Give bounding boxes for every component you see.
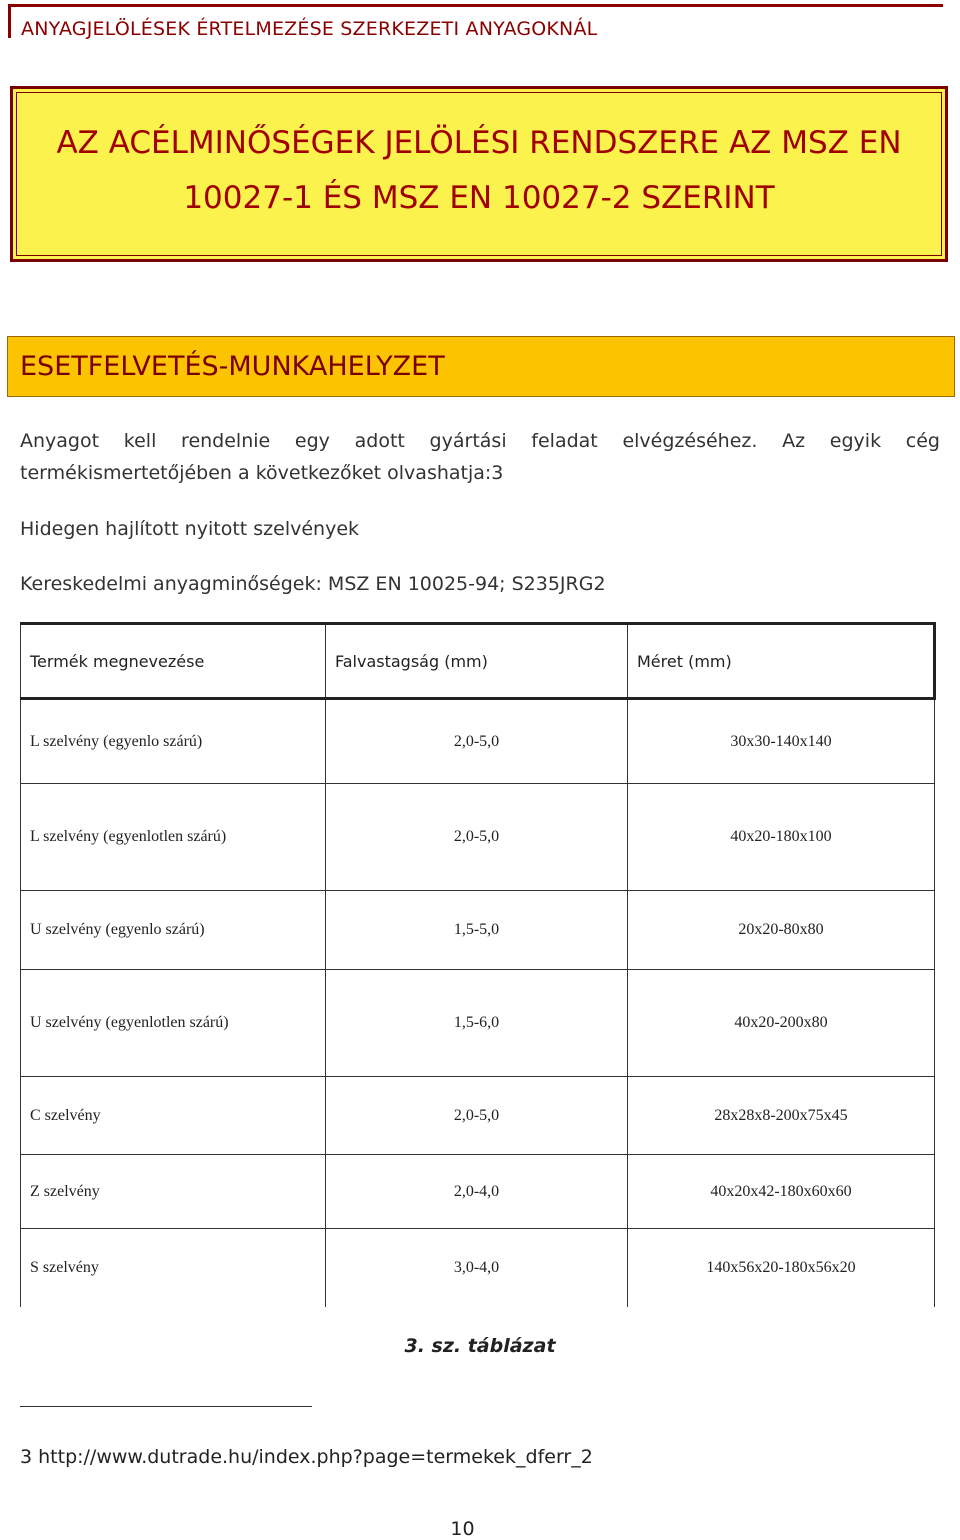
table-cell: 2,0-5,0 — [326, 784, 628, 891]
table-caption: 3. sz. táblázat — [404, 1335, 556, 1357]
table-row — [21, 1229, 935, 1307]
intro-line-1: Anyagot kell rendelnie egy adott gyártási feladat elvégzéséhez. Az egyik cég — [20, 430, 940, 452]
page-number: 10 — [450, 1518, 475, 1540]
table-cell: 40x20-200x80 — [628, 970, 935, 1077]
table-cell: 3,0-4,0 — [326, 1229, 628, 1307]
table-header-cell: Termék megnevezése — [21, 624, 326, 699]
table-cell: 30x30-140x140 — [628, 699, 935, 784]
table-cell: 2,0-5,0 — [326, 699, 628, 784]
table-row — [21, 699, 935, 784]
section-heading-text: ESETFELVETÉS-MUNKAHELYZET — [20, 351, 445, 382]
table-cell: 28x28x8-200x75x45 — [628, 1077, 935, 1155]
table-cell: 1,5-5,0 — [326, 891, 628, 970]
footnote: 3 http://www.dutrade.hu/index.php?page=termekek_dferr_2 — [20, 1446, 593, 1468]
intro-line-2: termékismertetőjében a következőket olvashatja:3 — [20, 462, 504, 484]
running-header — [8, 4, 943, 38]
table-row — [21, 784, 935, 891]
table-cell: U szelvény (egyenlotlen szárú) — [21, 970, 326, 1077]
table-cell: S szelvény — [21, 1229, 326, 1307]
document-title-line-1: AZ ACÉLMINŐSÉGEK JELÖLÉSI RENDSZERE AZ MSZ EN — [56, 125, 902, 161]
material-grades: Kereskedelmi anyagminőségek: MSZ EN 10025-94; S235JRG2 — [20, 573, 606, 595]
table-cell: U szelvény (egyenlo szárú) — [21, 891, 326, 970]
table-cell: L szelvény (egyenlotlen szárú) — [21, 784, 326, 891]
table-row — [21, 1155, 935, 1229]
section-heading — [7, 336, 955, 397]
table-row — [21, 1077, 935, 1155]
table-cell: C szelvény — [21, 1077, 326, 1155]
table-header-cell: Méret (mm) — [628, 624, 935, 699]
title-box — [10, 86, 948, 262]
table-header-cell: Falvastagság (mm) — [326, 624, 628, 699]
product-subtitle: Hidegen hajlított nyitott szelvények — [20, 518, 360, 540]
table-cell: 2,0-4,0 — [326, 1155, 628, 1229]
table-cell: 2,0-5,0 — [326, 1077, 628, 1155]
table-cell: 140x56x20-180x56x20 — [628, 1229, 935, 1307]
table-cell: 40x20x42-180x60x60 — [628, 1155, 935, 1229]
table-cell: L szelvény (egyenlo szárú) — [21, 699, 326, 784]
document-title-line-2: 10027-1 ÉS MSZ EN 10027-2 SZERINT — [183, 180, 775, 216]
table-cell: Z szelvény — [21, 1155, 326, 1229]
table-cell: 40x20-180x100 — [628, 784, 935, 891]
table-cell: 20x20-80x80 — [628, 891, 935, 970]
running-header-text: ANYAGJELÖLÉSEK ÉRTELMEZÉSE SZERKEZETI ANYAGOKNÁL — [21, 18, 598, 40]
footnote-separator — [20, 1406, 312, 1407]
table-cell: 1,5-6,0 — [326, 970, 628, 1077]
document-title — [13, 116, 945, 226]
table-header-row — [21, 624, 935, 699]
table-row — [21, 970, 935, 1077]
product-table — [20, 622, 936, 1307]
table-row — [21, 891, 935, 970]
